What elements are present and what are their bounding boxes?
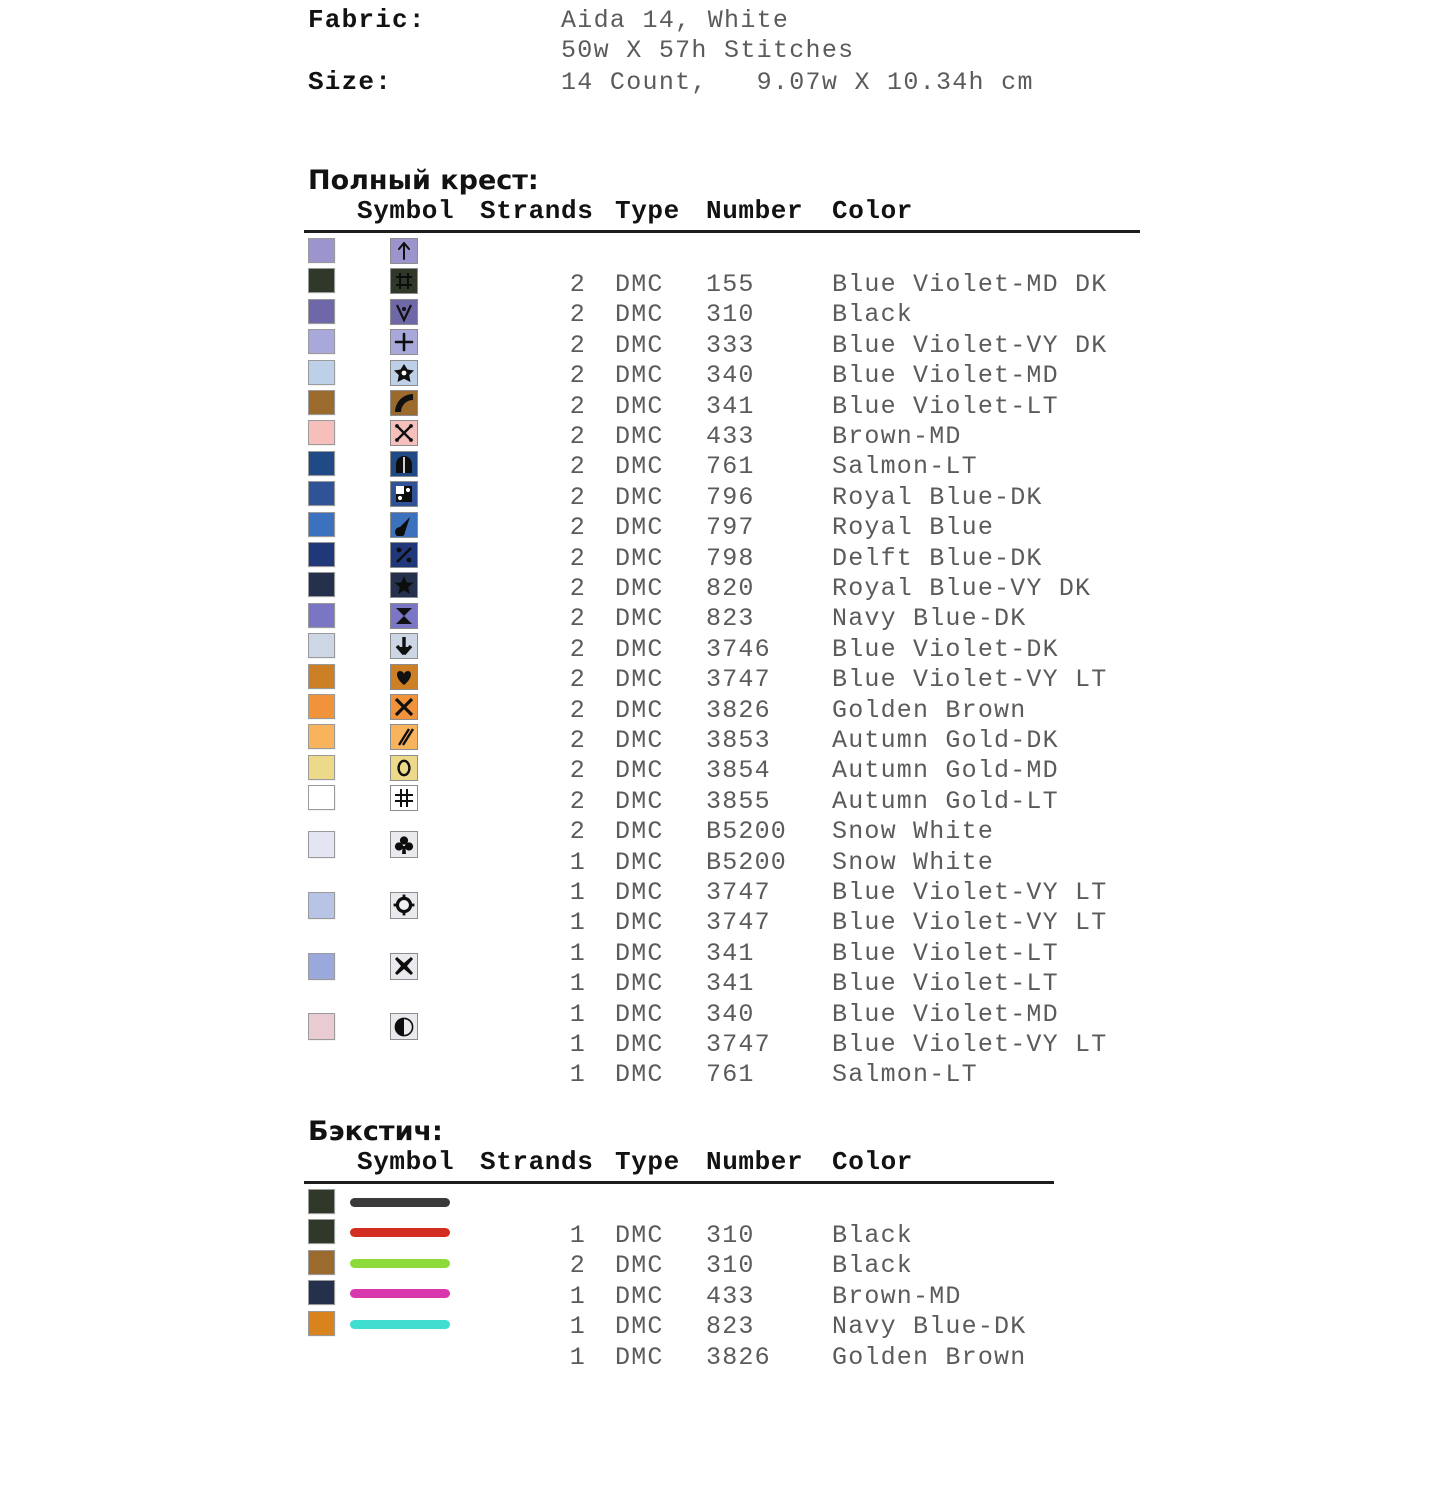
cell-color: Blue Violet-VY LT xyxy=(832,665,1108,695)
cell-type: DMC xyxy=(615,300,664,330)
cell-type: DMC xyxy=(615,1221,664,1250)
table-row xyxy=(300,1343,1140,1373)
cell-type: DMC xyxy=(615,1312,664,1342)
color-swatch xyxy=(308,755,335,780)
table-row xyxy=(300,665,1140,695)
table-row xyxy=(300,392,1140,422)
cell-strands: 1 xyxy=(569,1030,586,1059)
cell-type: DMC xyxy=(615,1342,664,1372)
cell-strands: 2 xyxy=(569,726,586,755)
cell-strands: 1 xyxy=(569,908,586,938)
cell-strands: 2 xyxy=(569,361,586,391)
info-value: Aida 14, White xyxy=(561,6,790,35)
cell-number: 333 xyxy=(706,330,755,360)
blend-color-swatch xyxy=(308,1013,335,1040)
info-row xyxy=(308,67,1208,98)
backstitch-header-row xyxy=(300,1147,1140,1181)
flower-icon xyxy=(390,360,418,386)
color-swatch xyxy=(308,633,335,658)
cell-number: 820 xyxy=(706,574,755,603)
backstitch-line-sample xyxy=(350,1320,450,1329)
cell-type: DMC xyxy=(615,330,664,360)
table-row xyxy=(300,483,1140,513)
cell-number: 3747 xyxy=(706,1030,771,1059)
full-cross-legend-table xyxy=(300,196,1140,1090)
cell-number: 3746 xyxy=(706,634,771,664)
table-row xyxy=(300,1030,1140,1060)
cell-number: 3854 xyxy=(706,756,771,786)
cell-type: DMC xyxy=(615,1060,664,1090)
color-swatch xyxy=(308,785,335,810)
cell-strands: 1 xyxy=(569,1281,586,1311)
cell-number: 340 xyxy=(706,361,755,391)
cell-number: 761 xyxy=(706,1060,755,1090)
color-swatch xyxy=(308,694,335,719)
quarter-arc-icon xyxy=(390,390,418,416)
cell-color: Delft Blue-DK xyxy=(832,543,1043,573)
table-row xyxy=(300,544,1140,574)
table-row xyxy=(300,878,1140,908)
blend-color-swatch xyxy=(308,953,335,980)
cell-number: 341 xyxy=(706,391,755,421)
cell-type: DMC xyxy=(615,391,664,421)
cell-number: 823 xyxy=(706,604,755,634)
table-row xyxy=(300,1000,1140,1030)
cell-color: Blue Violet-MD xyxy=(832,361,1059,391)
cell-type: DMC xyxy=(615,938,664,968)
table-row xyxy=(300,696,1140,726)
cell-number: 796 xyxy=(706,482,755,512)
cell-type: DMC xyxy=(615,634,664,664)
arrow-up-icon xyxy=(390,238,418,264)
backstitch-header-rule xyxy=(304,1181,1054,1184)
cell-color: Autumn Gold-MD xyxy=(832,756,1059,786)
color-swatch xyxy=(308,603,335,628)
cell-color: Navy Blue-DK xyxy=(832,1312,1027,1342)
cell-strands: 2 xyxy=(569,452,586,482)
cell-type: DMC xyxy=(615,665,664,695)
arch-icon xyxy=(390,451,418,477)
cell-color: Brown-MD xyxy=(832,422,962,451)
color-swatch xyxy=(308,451,335,476)
plus-icon xyxy=(390,329,418,355)
cell-type: DMC xyxy=(615,361,664,391)
table-row xyxy=(300,635,1140,665)
cell-strands: 1 xyxy=(569,938,586,968)
cell-strands: 2 xyxy=(569,300,586,330)
header-type: Type xyxy=(615,196,680,226)
cell-number: 3747 xyxy=(706,908,771,938)
cell-color: Blue Violet-MD xyxy=(832,999,1059,1029)
hash-icon xyxy=(390,785,418,811)
cell-type: DMC xyxy=(615,726,664,755)
teardrop-icon xyxy=(390,512,418,538)
table-row xyxy=(300,848,1140,878)
cell-strands: 2 xyxy=(569,604,586,634)
cell-type: DMC xyxy=(615,756,664,786)
bs-header-strands: Strands xyxy=(480,1147,594,1177)
square-dots-icon xyxy=(390,481,418,507)
bs-header-color: Color xyxy=(832,1147,914,1177)
cell-number: 3747 xyxy=(706,878,771,907)
cell-color: Blue Violet-VY DK xyxy=(832,330,1108,360)
backstitch-legend-table xyxy=(300,1147,1140,1372)
cell-color: Black xyxy=(832,300,914,330)
table-row xyxy=(300,331,1140,361)
cell-color: Brown-MD xyxy=(832,1281,962,1311)
table-row xyxy=(300,726,1140,756)
cell-color: Salmon-LT xyxy=(832,452,978,482)
cell-type: DMC xyxy=(615,1030,664,1059)
full-cross-header-rule xyxy=(304,230,1140,233)
color-swatch xyxy=(308,572,335,597)
bs-header-type: Type xyxy=(615,1147,680,1177)
cell-number: 3855 xyxy=(706,786,771,816)
cell-type: DMC xyxy=(615,847,664,877)
cell-color: Golden Brown xyxy=(832,1342,1027,1372)
cell-type: DMC xyxy=(615,878,664,907)
color-swatch xyxy=(308,1280,335,1305)
cell-type: DMC xyxy=(615,1251,664,1281)
table-row xyxy=(300,939,1140,969)
cell-strands: 2 xyxy=(569,786,586,816)
cell-number: 155 xyxy=(706,270,755,299)
table-row xyxy=(300,422,1140,452)
cell-strands: 2 xyxy=(569,817,586,847)
cell-color: Blue Violet-LT xyxy=(832,391,1059,421)
cell-number: 3853 xyxy=(706,726,771,755)
color-swatch xyxy=(308,329,335,354)
color-swatch xyxy=(308,268,335,293)
color-swatch xyxy=(308,238,335,263)
table-row xyxy=(300,1060,1140,1090)
cell-number: B5200 xyxy=(706,817,788,847)
cell-number: 798 xyxy=(706,543,755,573)
cell-color: Salmon-LT xyxy=(832,1060,978,1090)
backstitch-section-title: Бэкстич: xyxy=(308,1116,443,1147)
cell-type: DMC xyxy=(615,817,664,847)
cell-type: DMC xyxy=(615,969,664,999)
info-value: 50w X 57h Stitches xyxy=(561,36,855,65)
table-row xyxy=(300,452,1140,482)
table-row xyxy=(300,270,1140,300)
cell-strands: 2 xyxy=(569,391,586,421)
color-swatch xyxy=(308,1219,335,1244)
blend-color-swatch xyxy=(308,892,335,919)
cell-strands: 2 xyxy=(569,756,586,786)
cell-number: 3826 xyxy=(706,1342,771,1372)
cell-number: 433 xyxy=(706,1281,755,1311)
cell-strands: 2 xyxy=(569,634,586,664)
table-row xyxy=(300,300,1140,330)
full-cross-section-title: Полный крест: xyxy=(308,165,539,196)
cell-color: Blue Violet-VY LT xyxy=(832,908,1108,938)
cell-strands: 1 xyxy=(569,969,586,999)
table-row xyxy=(300,817,1140,847)
cell-strands: 1 xyxy=(569,878,586,907)
cell-number: 310 xyxy=(706,1221,755,1250)
cell-type: DMC xyxy=(615,695,664,725)
cell-strands: 1 xyxy=(569,999,586,1029)
table-row xyxy=(300,756,1140,786)
heart-icon xyxy=(390,664,418,690)
cell-color: Royal Blue xyxy=(832,513,995,543)
cell-color: Blue Violet-LT xyxy=(832,969,1059,999)
cell-color: Royal Blue-DK xyxy=(832,482,1043,512)
color-swatch xyxy=(308,664,335,689)
color-swatch xyxy=(308,390,335,415)
cell-strands: 2 xyxy=(569,330,586,360)
cell-strands: 1 xyxy=(569,1312,586,1342)
pattern-info-block xyxy=(308,5,1208,98)
info-value: 14 Count, 9.07w X 10.34h cm xyxy=(561,68,1034,97)
cell-color: Snow White xyxy=(832,847,995,877)
cell-type: DMC xyxy=(615,1281,664,1311)
header-color: Color xyxy=(832,196,914,226)
arrow-down-icon xyxy=(390,633,418,659)
bold-x-icon xyxy=(390,953,418,980)
info-row xyxy=(308,36,1208,67)
star-icon xyxy=(390,572,418,598)
cell-color: Black xyxy=(832,1251,914,1281)
half-moon-icon xyxy=(390,1013,418,1040)
table-row xyxy=(300,969,1140,999)
cell-type: DMC xyxy=(615,452,664,482)
cell-strands: 2 xyxy=(569,513,586,543)
cell-color: Blue Violet-VY LT xyxy=(832,1030,1108,1059)
color-swatch xyxy=(308,360,335,385)
bs-header-number: Number xyxy=(706,1147,804,1177)
gear-icon xyxy=(390,892,418,919)
cell-number: 433 xyxy=(706,422,755,451)
bs-header-symbol: Symbol xyxy=(357,1147,455,1177)
cell-strands: 2 xyxy=(569,665,586,695)
cell-type: DMC xyxy=(615,482,664,512)
cell-number: 341 xyxy=(706,969,755,999)
cell-number: B5200 xyxy=(706,847,788,877)
header-number: Number xyxy=(706,196,804,226)
color-swatch xyxy=(308,481,335,506)
cell-number: 341 xyxy=(706,938,755,968)
club-icon xyxy=(390,831,418,858)
cell-number: 340 xyxy=(706,999,755,1029)
color-swatch xyxy=(308,1250,335,1275)
cell-strands: 1 xyxy=(569,1060,586,1090)
cell-number: 797 xyxy=(706,513,755,543)
cell-strands: 2 xyxy=(569,482,586,512)
cell-color: Snow White xyxy=(832,817,995,847)
cell-number: 761 xyxy=(706,452,755,482)
cell-type: DMC xyxy=(615,786,664,816)
cell-type: DMC xyxy=(615,543,664,573)
cell-color: Blue Violet-MD DK xyxy=(832,270,1108,299)
cell-strands: 2 xyxy=(569,695,586,725)
double-slash-icon xyxy=(390,724,418,750)
cell-type: DMC xyxy=(615,422,664,451)
o-icon xyxy=(390,755,418,781)
cell-type: DMC xyxy=(615,513,664,543)
cell-strands: 2 xyxy=(569,574,586,603)
table-row xyxy=(300,787,1140,817)
cell-number: 823 xyxy=(706,1312,755,1342)
cell-number: 310 xyxy=(706,1251,755,1281)
cell-strands: 1 xyxy=(569,847,586,877)
table-row xyxy=(300,361,1140,391)
table-row xyxy=(300,604,1140,634)
color-swatch xyxy=(308,724,335,749)
header-strands: Strands xyxy=(480,196,594,226)
color-swatch xyxy=(308,299,335,324)
cell-color: Golden Brown xyxy=(832,695,1027,725)
cell-color: Black xyxy=(832,1221,914,1250)
cell-type: DMC xyxy=(615,908,664,938)
cell-color: Navy Blue-DK xyxy=(832,604,1027,634)
cell-color: Blue Violet-VY LT xyxy=(832,878,1108,907)
x-dots-icon xyxy=(390,420,418,446)
cell-strands: 2 xyxy=(569,422,586,451)
percent-slash-icon xyxy=(390,542,418,568)
v-circle-icon xyxy=(390,299,418,325)
cell-type: DMC xyxy=(615,604,664,634)
cell-color: Blue Violet-DK xyxy=(832,634,1059,664)
hourglass-icon xyxy=(390,603,418,629)
table-row xyxy=(300,574,1140,604)
cell-color: Autumn Gold-DK xyxy=(832,726,1059,755)
backstitch-line-sample xyxy=(350,1228,450,1237)
header-symbol: Symbol xyxy=(357,196,455,226)
cell-type: DMC xyxy=(615,270,664,299)
color-swatch xyxy=(308,420,335,445)
full-cross-header-row xyxy=(300,196,1140,230)
cell-color: Royal Blue-VY DK xyxy=(832,574,1092,603)
cell-number: 3826 xyxy=(706,695,771,725)
info-label: Size: xyxy=(308,67,393,97)
x-icon xyxy=(390,694,418,720)
cell-strands: 1 xyxy=(569,1342,586,1372)
backstitch-line-sample xyxy=(350,1198,450,1207)
cell-color: Autumn Gold-LT xyxy=(832,786,1059,816)
table-row xyxy=(300,908,1140,938)
color-swatch xyxy=(308,1311,335,1336)
cell-color: Blue Violet-LT xyxy=(832,938,1059,968)
cell-strands: 2 xyxy=(569,1251,586,1281)
color-swatch xyxy=(308,1189,335,1214)
info-row xyxy=(308,5,1208,36)
cell-strands: 2 xyxy=(569,543,586,573)
cell-number: 3747 xyxy=(706,665,771,695)
cell-number: 310 xyxy=(706,300,755,330)
info-label: Fabric: xyxy=(308,5,426,35)
dark-grid-icon xyxy=(390,268,418,294)
cell-type: DMC xyxy=(615,999,664,1029)
cell-type: DMC xyxy=(615,574,664,603)
cell-strands: 1 xyxy=(569,1221,586,1250)
backstitch-line-sample xyxy=(350,1289,450,1298)
blend-color-swatch xyxy=(308,831,335,858)
table-row xyxy=(300,513,1140,543)
color-swatch xyxy=(308,512,335,537)
cell-strands: 2 xyxy=(569,270,586,299)
backstitch-line-sample xyxy=(350,1259,450,1268)
color-swatch xyxy=(308,542,335,567)
